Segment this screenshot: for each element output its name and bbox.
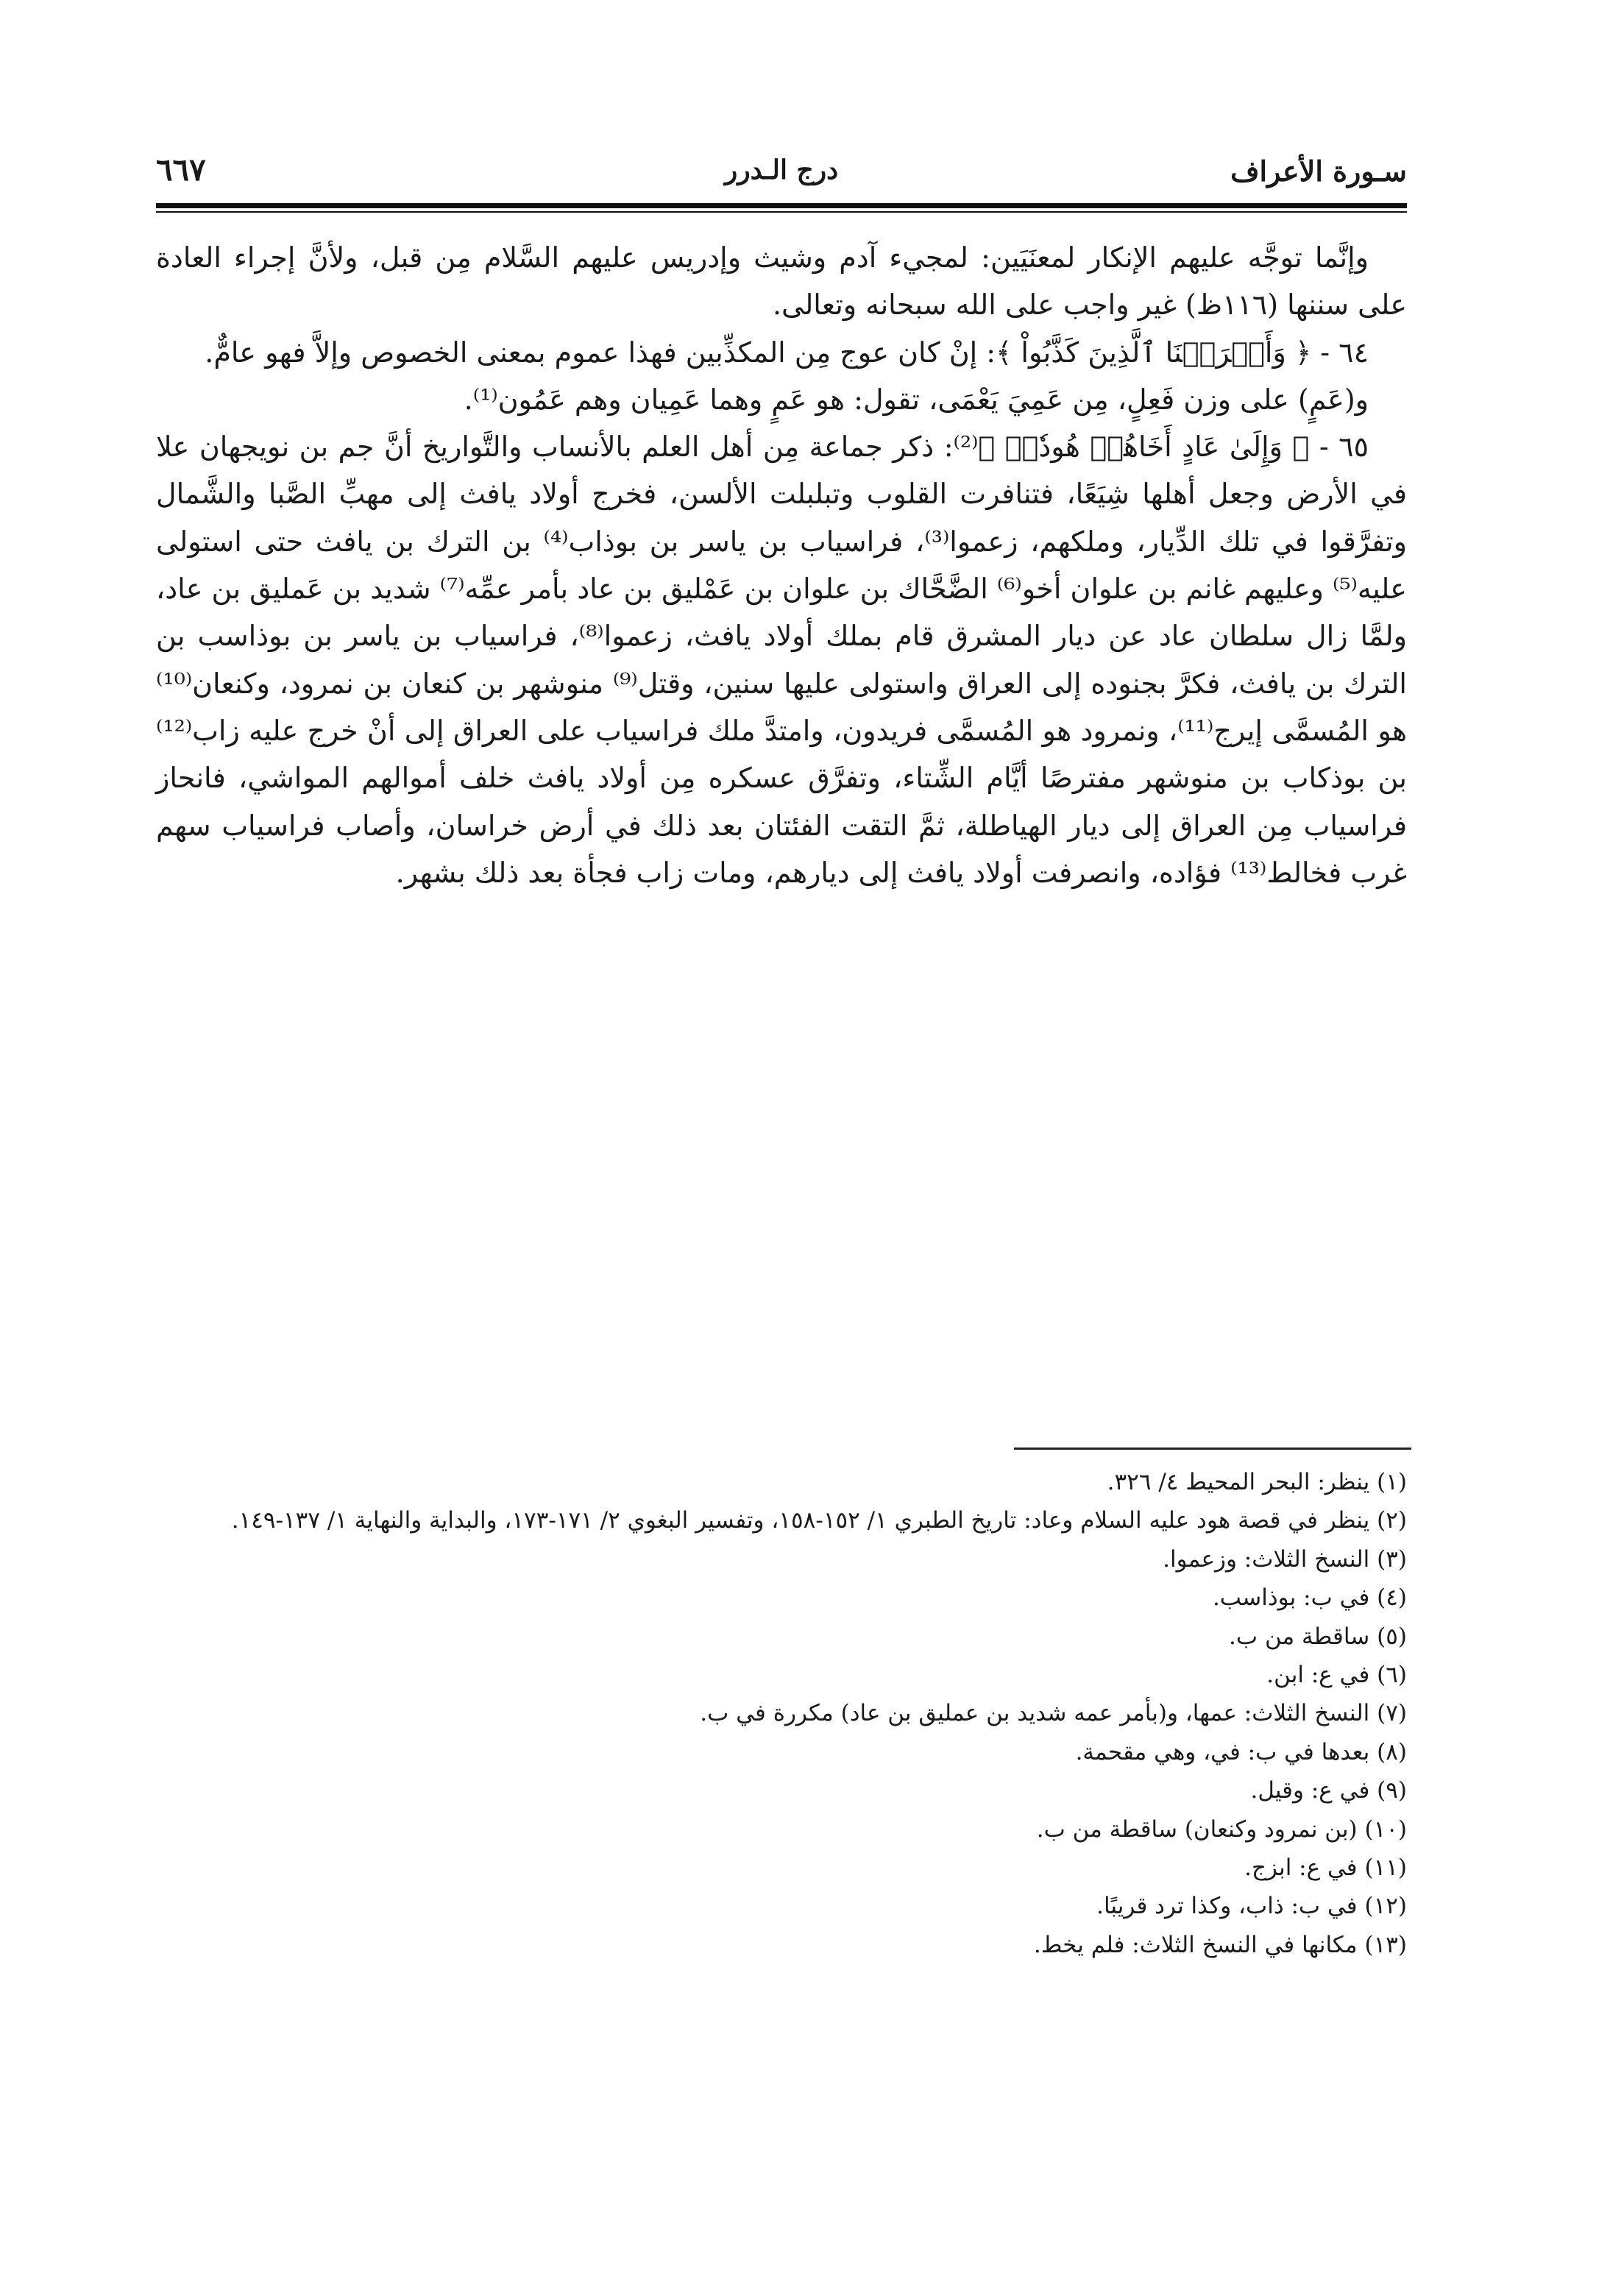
page-header bbox=[156, 152, 1407, 199]
footnote: (٢) ينظر في قصة هود عليه السلام وعاد: تاريخ الطبري ١/ ١٥٢-١٥٨، وتفسير البغوي ٢/ ١٧١-١٧٣، والبداية والنهاية ١/ ١٣٧-١٤٩. bbox=[231, 1507, 1407, 1534]
footnote: (٩) في ع: وقيل. bbox=[1250, 1777, 1407, 1804]
footnote: (١٠) (بن نمرود وكنعان) ساقطة من ب. bbox=[1036, 1815, 1407, 1843]
paragraph-verse-64: ٦٤ - ﴿ وَأَغۡرَقۡنَا ٱلَّذِينَ كَذَّبُواْ ﴾: إنْ كان عوج مِن المكذِّبين فهذا عموم بمعنى الخصوص وإلاَّ فهو عامٌّ. bbox=[205, 336, 1369, 369]
header-rule-thick bbox=[156, 203, 1407, 208]
footnote: (٦) في ع: ابن. bbox=[1266, 1662, 1407, 1689]
main-text bbox=[156, 234, 1407, 896]
footnote: (٧) النسخ الثلاث: عمها، و(بأمر عمه شديد بن عمليق بن عاد) مكررة في ب. bbox=[700, 1700, 1407, 1727]
paragraph-verse-65: ٦٥ - ﴿ وَإِلَىٰ عَادٍ أَخَاهُمۡ هُودٗاۗ ﴾⁽²⁾: ذكر جماعة مِن أهل العلم بالأنساب والتَّواريخ أنَّ جم بن نويجهان علا في الأرض وجعل أهلها شِيَعًا، فتنافرت القلوب وتبلبلت الألسن، فخرج أولاد يافث إلى مهبِّ الصَّبا والشَّمال وتفرَّقوا في تلك الدِّيار، وملكهم، زعموا⁽³⁾، فراسياب بن ياسر بن بوذاب⁽⁴⁾ بن الترك بن يافث حتى استولى عليه⁽⁵⁾ وعليهم غانم بن علوان أخو⁽⁶⁾ الضَّحَّاك بن علوان بن عَمْليق بن عاد بأمر عمِّه⁽⁷⁾ شديد بن عَمليق بن عاد، ولمَّا زال سلطان عاد عن ديار المشرق قام بملك أولاد يافث، زعموا⁽⁸⁾، فراسياب بن ياسر بن بوذاسب بن الترك بن يافث، فكرَّ بجنوده إلى العراق واستولى عليها سنين، وقتل⁽⁹⁾ منوشهر بن كنعان بن نمرود، وكنعان⁽¹⁰⁾ هو المُسمَّى إيرج⁽¹¹⁾، ونمرود هو المُسمَّى فريدون، وامتدَّ ملك فراسياب على العراق إلى أنْ خرج عليه زاب⁽¹²⁾ بن بوذكاب بن منوشهر مفترصًا أيَّام الشِّتاء، وتفرَّق عسكره مِن أولاد يافث خلف أموالهم المواشي، فانحاز فراسياب مِن العراق إلى ديار الهياطلة، ثمَّ التقت الفئتان بعد ذلك في أرض خراسان، وأصاب فراسياب سهم غرب فخالط⁽¹³⁾ فؤاده، وانصرفت أولاد يافث إلى ديارهم، ومات زاب فجأة بعد ذلك بشهر. bbox=[156, 431, 1408, 889]
page-number: ٦٦٧ bbox=[156, 152, 206, 188]
paragraph-intro: وإنَّما توجَّه عليهم الإنكار لمعنَيَين: لمجيء آدم وشيث وإدريس عليهم السَّلام مِن قبل، ولأنَّ إجراء العادة على سننها (١١٦ظ) غير واجب على الله سبحانه وتعالى. bbox=[156, 241, 1407, 322]
footnote: (١١) في ع: ابزج. bbox=[1244, 1854, 1407, 1882]
footnote: (١٢) في ب: ذاب، وكذا ترد قريبًا. bbox=[1096, 1893, 1407, 1920]
paragraph-amin: و(عَمٍ) على وزن فَعِلٍ، مِن عَمِيَ يَعْمَى، تقول: هو عَمٍ وهما عَمِيان وهم عَمُون⁽¹⁾. bbox=[464, 383, 1369, 416]
footnote: (٣) النسخ الثلاث: وزعموا. bbox=[1163, 1545, 1407, 1573]
book-title: درج الـدرر bbox=[724, 155, 839, 185]
footnote: (٥) ساقطة من ب. bbox=[1229, 1623, 1407, 1650]
footnote: (١) ينظر: البحر المحيط ٤/ ٣٢٦. bbox=[1107, 1469, 1407, 1495]
footnote: (٨) بعدها في ب: في، وهي مقحمة. bbox=[1075, 1738, 1407, 1765]
footnotes bbox=[156, 1463, 1407, 1964]
footnote: (٤) في ب: بوذاسب. bbox=[1212, 1584, 1407, 1612]
footnote-separator bbox=[1014, 1448, 1411, 1450]
sura-title: سـورة الأعراف bbox=[1230, 155, 1407, 188]
footnote: (١٣) مكانها في النسخ الثلاث: فلم يخط. bbox=[1033, 1931, 1407, 1958]
header-rule-thin bbox=[156, 211, 1407, 213]
